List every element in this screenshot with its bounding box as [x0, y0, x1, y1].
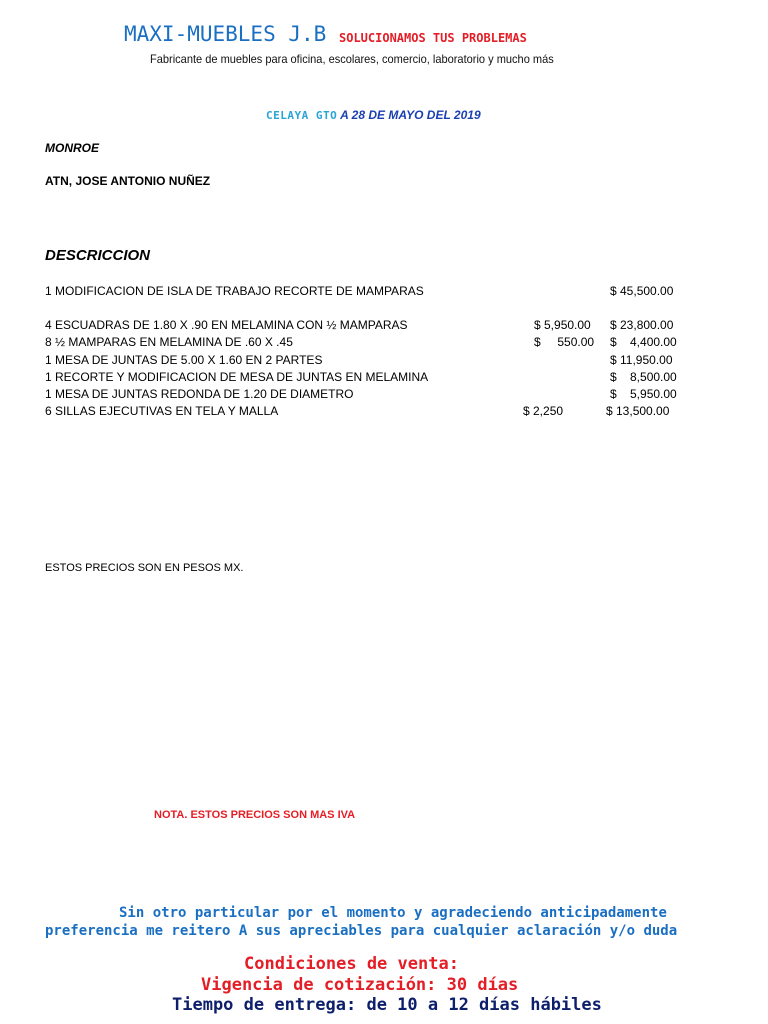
item-unit-price: $ 2,250 [523, 404, 564, 418]
company-slogan: SOLUCIONAMOS TUS PROBLEMAS [339, 31, 527, 45]
item-description: 1 MESA DE JUNTAS DE 5.00 X 1.60 EN 2 PARTES [45, 353, 323, 367]
item-description: 1 RECORTE Y MODIFICACION DE MESA DE JUNTAS EN MELAMINA [45, 370, 429, 384]
currency-note: ESTOS PRECIOS SON EN PESOS MX. [45, 562, 244, 574]
conditions-delivery: Tiempo de entrega: de 10 a 12 días hábiles [172, 995, 602, 1015]
item-total: $ 4,400.00 [610, 335, 677, 349]
section-heading: DESCRICCION [45, 247, 151, 264]
item-total: $ 11,950.00 [610, 353, 673, 367]
closing-line-1: Sin otro particular por el momento y agradeciendo anticipadamente [119, 905, 667, 921]
date-line [266, 108, 481, 122]
closing-line-2: preferencia me reitero A sus apreciables para cualquier aclaración y/o duda [45, 923, 678, 939]
date-city: CELAYA GTO [266, 109, 338, 122]
attention-line: ATN, JOSE ANTONIO NUÑEZ [45, 174, 211, 188]
client-name: MONROE [45, 141, 99, 155]
item-description: 1 MODIFICACION DE ISLA DE TRABAJO RECORTE DE MAMPARAS [45, 284, 424, 298]
company-name: MAXI-MUEBLES J.B [124, 22, 327, 46]
item-total: $ 5,950.00 [610, 387, 677, 401]
conditions-title: Condiciones de venta: [244, 954, 459, 974]
item-total: $ 13,500.00 [606, 404, 670, 418]
tax-note: NOTA. ESTOS PRECIOS SON MAS IVA [154, 809, 356, 821]
item-description: 1 MESA DE JUNTAS REDONDA DE 1.20 DE DIAMETRO [45, 387, 354, 401]
item-total: $ 8,500.00 [610, 370, 677, 384]
date-text: A 28 DE MAYO DEL 2019 [337, 108, 481, 122]
item-unit-price: $ 550.00 [534, 335, 595, 349]
company-subtitle: Fabricante de muebles para oficina, escolares, comercio, laboratorio y mucho más [150, 52, 554, 66]
item-description: 4 ESCUADRAS DE 1.80 X .90 EN MELAMINA CON ½ MAMPARAS [45, 318, 408, 332]
item-description: 8 ½ MAMPARAS EN MELAMINA DE .60 X .45 [45, 335, 293, 349]
item-description: 6 SILLAS EJECUTIVAS EN TELA Y MALLA [45, 404, 279, 418]
item-total: $ 45,500.00 [610, 284, 674, 298]
item-unit-price: $ 5,950.00 [534, 318, 591, 332]
item-total: $ 23,800.00 [610, 318, 674, 332]
conditions-validity: Vigencia de cotización: 30 días [201, 975, 519, 995]
